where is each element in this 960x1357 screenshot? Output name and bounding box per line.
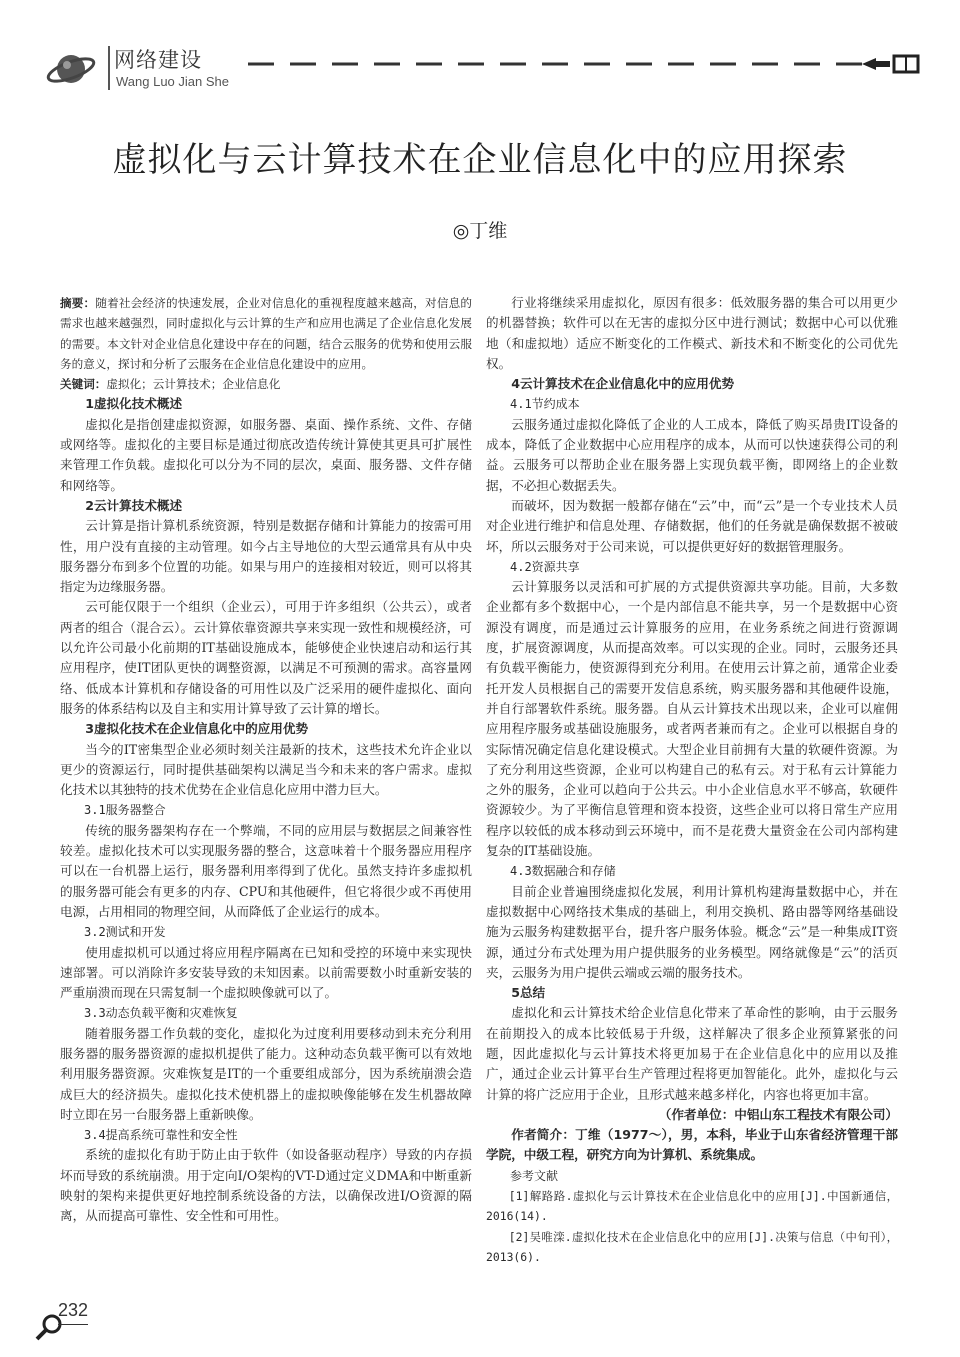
paragraph: 当今的IT密集型企业必须时刻关注最新的技术，这些技术允许企业以更少的资源运行，同时提供基础架构以满足当今和未来的客户需求。虚拟化技术以其独特的技术优势在企业信息化应用中潜力巨大。 — [60, 741, 472, 798]
paragraph: 目前企业普遍围绕虚拟化发展，利用计算机构建海量数据中心，并在虚拟数据中心网络技术集成的基础上，利用交换机、路由器等网络基础设施为云服务构建数据平台，提升客户服务体验。概念“云”是一种集成IT资源，通过分布式处理为用户提供服务的业务模型。网络就像是“云”的活页夹，云服务为用户提供云端或云端的服务技术。 — [486, 883, 898, 980]
subsection-heading: 4.1节约成本 — [510, 397, 580, 412]
section-heading: 3虚拟化技术在企业信息化中的应用优势 — [85, 721, 309, 737]
abstract-label: 摘要： — [60, 296, 96, 310]
abstract — [60, 293, 472, 374]
section-heading: 4云计算技术在企业信息化中的应用优势 — [511, 376, 735, 392]
keywords — [60, 374, 472, 394]
paragraph: 云计算服务以灵活和可扩展的方式提供资源共享功能。目前，大多数企业都有多个数据中心，一个是内部信息不能共享，另一个是数据中心资源没有调度，而是通过云计算服务的应用，在业务系统之间进行资源调度，扩展资源调度，从而提高效率。可以实现的企业。同时，云服务还具有负载平衡能力，使资源得到充分利用。在使用云计算之前，通常企业委托开发人员根据自己的需要开发信息系统，购买服务器和其他硬件设施，并自行部署软件系统。服务器。自从云计算技术出现以来，企业可以雇佣应用程序服务或基础设施服务，或者两者兼而有之。企业可以根据自身的实际情况确定信息化建设模式。大型企业目前拥有大量的软硬件资源。为了充分利用这些资源，企业可以构建自己的私有云。对于私有云计算能力之外的服务，企业可以趋向于公共云。中小企业信息水平不够高，软硬件资源较少。为了平衡信息管理和资本投资，这些企业可以将日常生产应用程序以较低的成本移动到云环境中，而不是花费大量资金在公司内部构建复杂的IT基础设施。 — [486, 579, 898, 859]
article-author: ◎丁维 — [452, 220, 508, 242]
page-number: 232 — [58, 1300, 89, 1320]
subsection-heading: 3.2测试和开发 — [84, 925, 166, 940]
article-title: 虚拟化与云计算技术在企业信息化中的应用探索 — [112, 140, 848, 180]
section-heading: 2云计算技术概述 — [85, 497, 183, 513]
brand-divider — [108, 46, 110, 90]
section-heading: 1虚拟化技术概述 — [85, 396, 183, 412]
references-heading: 参考文献 — [510, 1168, 559, 1183]
brand-name-en: Wang Luo Jian She — [116, 74, 229, 89]
paragraph: 使用虚拟机可以通过将应用程序隔离在已知和受控的环境中来实现快速部署。可以消除许多安装导致的未知因素。以前需要数小时重新安装的严重崩溃而现在只需复制一个虚拟映像就可以了。 — [60, 944, 472, 1001]
paragraph: 行业将继续采用虚拟化，原因有很多：低效服务器的集合可以用更少的机器替换；软件可以在无害的虚拟分区中进行测试；数据中心可以优雅地（和虚拟地）适应不断变化的工作模式、新技术和不断变化的公司优先权。 — [486, 295, 898, 371]
subsection-heading: 3.3动态负载平衡和灾难恢复 — [84, 1006, 238, 1021]
page-header — [40, 38, 920, 98]
brand-name-cn: 网络建设 — [114, 48, 202, 72]
paragraph: 云可能仅限于一个组织（企业云），可用于许多组织（公共云），或者两者的组合（混合云）。云计算依靠资源共享来实现一致性和规模经济，可以允许公司最小化前期的IT基础设施成本，能够使企业快速启动和运行其应用程序，使IT团队更快的调整资源，以满足不可预测的需求。高容量网络、低成本计算机和存储设备的可用性以及广泛采用的硬件虚拟化、面向服务的体系结构以及自主和实用计算导致了云计算的增长。 — [60, 599, 472, 716]
paragraph: 而破坏，因为数据一般都存储在“云”中，而“云”是一个专业技术人员对企业进行维护和信息处理、存储数据，他们的任务就是确保数据不被破坏，所以云服务对于公司来说，可以提供更好好的数据管理服务。 — [486, 497, 898, 554]
author-affiliation: （作者单位：中铝山东工程技术有限公司） — [658, 1106, 898, 1122]
paragraph: 云服务通过虚拟化降低了企业的人工成本，降低了购买昂贵IT设备的成本，降低了企业数据中心应用程序的成本，从而可以快速获得公司的利益。云服务可以帮助企业在服务器上实现负载平衡，即网络上的企业数据，不必担心数据丢失。 — [486, 416, 898, 493]
reference-item: [1]解路路.虚拟化与云计算技术在企业信息化中的应用[J].中国新通信，2016(14). — [486, 1189, 898, 1224]
planet-logo-icon — [46, 44, 96, 94]
paragraph: 随着服务器工作负载的变化，虚拟化为过度利用要移动到未充分利用服务器的服务器资源的虚拟机提供了能力。这种动态负载平衡可以有效地利用服务器资源。灾难恢复是IT的一个重要组成部分，因为系统崩溃会造成巨大的经济损失。虚拟化技术使机器上的虚拟映像能够在发生机器故障时立即在另一台服务器上重新映像。 — [60, 1025, 472, 1122]
paragraph: 系统的虚拟化有助于防止由于软件（如设备驱动程序）导致的内存损坏而导致的系统崩溃。用于定向I/O架构的VT-D通过定义DMA和中断重新映射的架构来提供更好地控制系统设备的方法，以确保改进I/O资源的隔离，从而提高可靠性、安全性和可用性。 — [60, 1147, 472, 1224]
paragraph: 云计算是指计算机系统资源，特别是数据存储和计算能力的按需可用性，用户没有直接的主动管理。如今占主导地位的大型云通常具有从中央服务器分布到多个位置的功能。如果与用户的连接相对较近，则可以将其指定为边缘服务器。 — [60, 518, 472, 595]
paragraph: 传统的服务器架构存在一个弊端，不同的应用层与数据层之间兼容性较差。虚拟化技术可以实现服务器的整合，这意味着十个服务器应用程序可以在一台机器上运行，服务器利用率得到了优化。虽然支持许多虚拟机的服务器可能会有更多的内存、CPU和其他硬件，但它将很少或不再使用电源，占用相同的物理空间，从而降低了企业运行的成本。 — [60, 822, 472, 919]
abstract-text: 随着社会经济的快速发展，企业对信息化的重视程度越来越高，对信息的需求也越来越强烈，同时虚拟化与云计算的生产和应用也满足了企业信息化发展的需要。本文针对企业信息化建设中存在的问题，结合云服务的优势和使用云服务的意义，探讨和分析了云服务在企业信息化建设中的应用。 — [60, 296, 472, 371]
section-heading: 5总结 — [511, 985, 546, 1001]
paragraph: 虚拟化是指创建虚拟资源，如服务器、桌面、操作系统、文件、存储或网络等。虚拟化的主要目标是通过彻底改造传统计算使其更具可扩展性来管理工作负载。虚拟化可以分为不同的层次，桌面、服务器、文件存储和网络等。 — [60, 416, 472, 493]
paragraph: 虚拟化和云计算技术给企业信息化带来了革命性的影响，由于云服务在前期投入的成本比较低易于升级，这样解决了很多企业预算紧张的问题，因此虚拟化与云计算技术将更加易于在企业信息化中的应用以及推广，通过企业云计算平台生产管理过程将更加智能化。此外，虚拟化与云计算的将广泛应用于企业，且形式越来越多样化，内容也将更加丰富。 — [486, 1005, 898, 1102]
arrow-book-icon — [862, 52, 922, 76]
right-column — [486, 293, 898, 1267]
subsection-heading: 3.1服务器整合 — [84, 803, 166, 818]
left-column — [60, 293, 472, 1227]
subsection-heading: 4.3数据融合和存储 — [510, 864, 616, 879]
footer-rule — [58, 1324, 88, 1325]
reference-item: [2]吴唯滦.虚拟化技术在企业信息化中的应用[J].决策与信息（中旬刊），2013(6). — [486, 1229, 898, 1264]
subsection-heading: 4.2资源共享 — [510, 559, 580, 574]
keywords-label: 关键词： — [60, 377, 107, 392]
subsection-heading: 3.4提高系统可靠性和安全性 — [84, 1128, 238, 1143]
keywords-text: 虚拟化；云计算技术；企业信息化 — [106, 377, 281, 392]
author-bio: 作者简介：丁维（1977～），男，本科，毕业于山东省经济管理干部学院，中级工程，研究方向为计算机、系统集成。 — [486, 1127, 898, 1163]
header-dashed-rule — [248, 60, 878, 68]
